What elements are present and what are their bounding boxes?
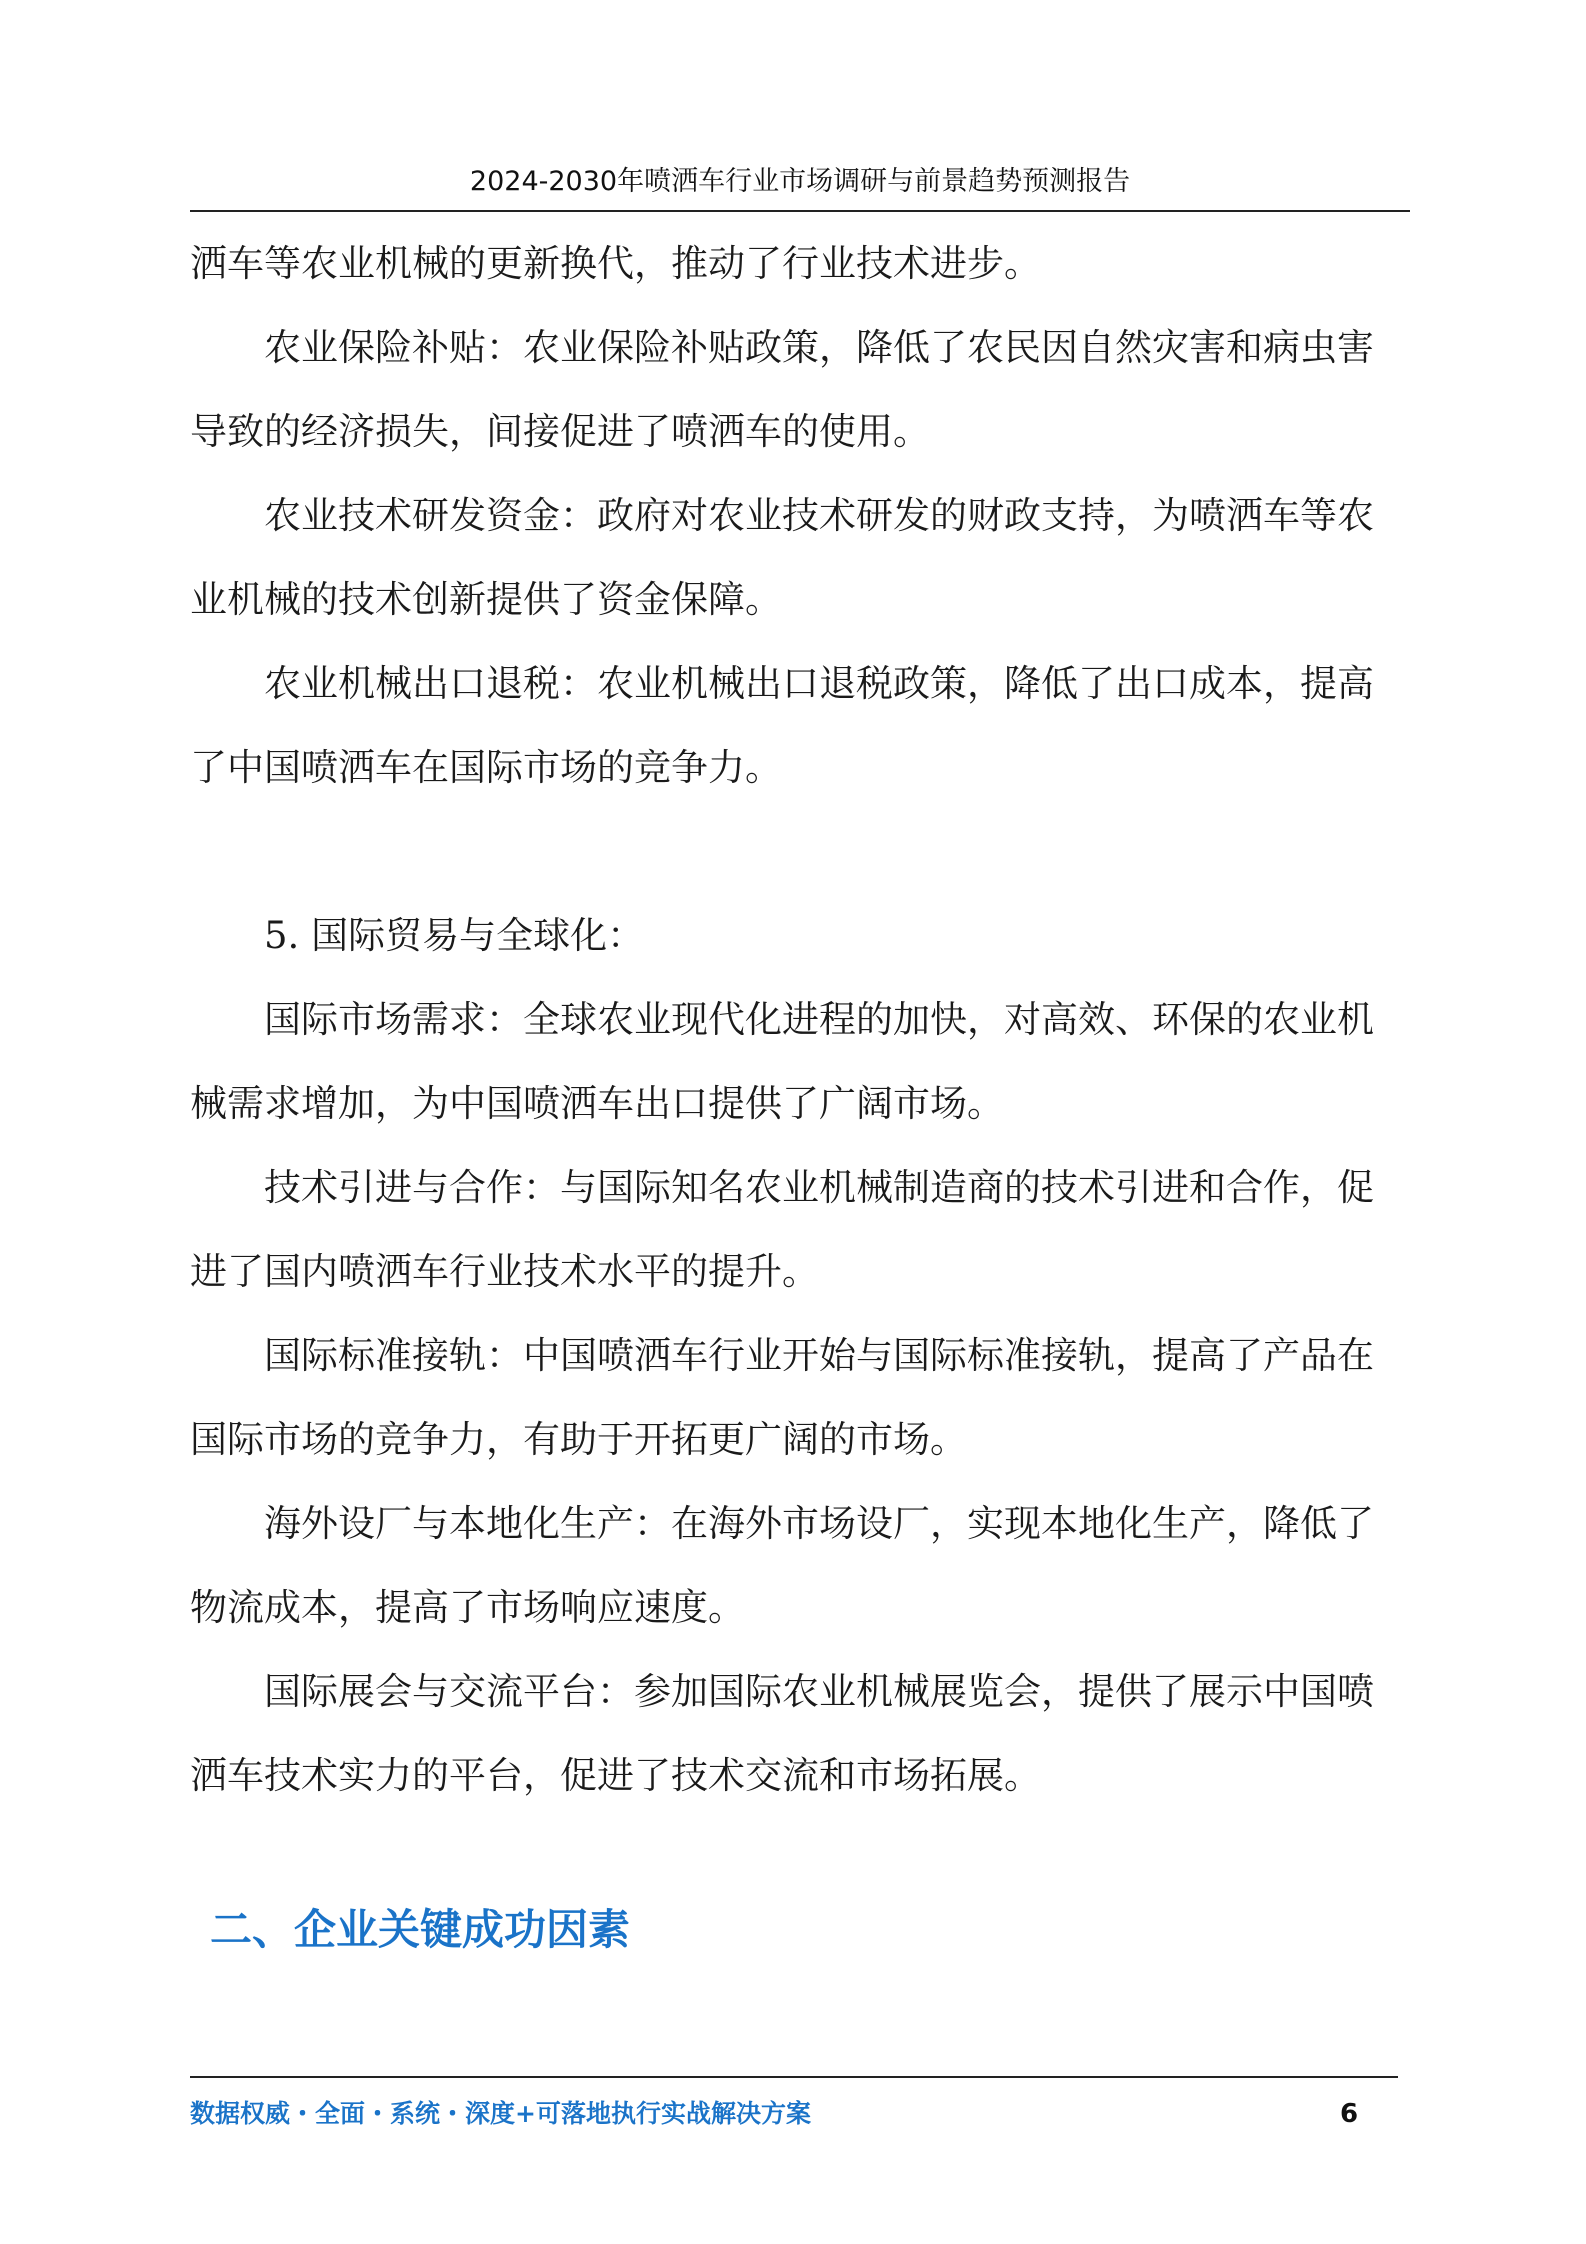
paragraph-insurance-subsidy: 农业保险补贴：农业保险补贴政策，降低了农民因自然灾害和病虫害导致的经济损失，间接促进了喷洒车的使用。 bbox=[190, 326, 1374, 453]
paragraph-export-tax-rebate: 农业机械出口退税：农业机械出口退税政策，降低了出口成本，提高了中国喷洒车在国际市场的竞争力。 bbox=[190, 662, 1374, 789]
subsection-title: 5. 国际贸易与全球化： bbox=[264, 914, 645, 957]
report-body bbox=[190, 222, 1380, 1818]
page-number: 6 bbox=[1340, 2099, 1359, 2129]
paragraph-international-demand: 国际市场需求：全球农业现代化进程的加快，对高效、环保的农业机械需求增加，为中国喷洒车出口提供了广阔市场。 bbox=[190, 998, 1374, 1125]
paragraph-international-standards: 国际标准接轨：中国喷洒车行业开始与国际标准接轨，提高了产品在国际市场的竞争力，有助于开拓更广阔的市场。 bbox=[190, 1334, 1374, 1461]
paragraph-continuation: 洒车等农业机械的更新换代，推动了行业技术进步。 bbox=[190, 242, 1041, 285]
paragraph-technology-cooperation: 技术引进与合作：与国际知名农业机械制造商的技术引进和合作，促进了国内喷洒车行业技术水平的提升。 bbox=[190, 1166, 1374, 1293]
paragraph-gap bbox=[190, 810, 1380, 894]
paragraph-overseas-production: 海外设厂与本地化生产：在海外市场设厂，实现本地化生产，降低了物流成本，提高了市场响应速度。 bbox=[190, 1502, 1374, 1629]
report-header-title: 2024-2030年喷洒车行业市场调研与前景趋势预测报告 bbox=[469, 166, 1131, 197]
section-heading: 二、企业关键成功因素 bbox=[210, 1905, 631, 1954]
header-divider bbox=[190, 210, 1410, 212]
paragraph-exhibitions: 国际展会与交流平台：参加国际农业机械展览会，提供了展示中国喷洒车技术实力的平台，促进了技术交流和市场拓展。 bbox=[190, 1670, 1374, 1797]
footer-divider bbox=[190, 2076, 1398, 2078]
paragraph-rd-funding: 农业技术研发资金：政府对农业技术研发的财政支持，为喷洒车等农业机械的技术创新提供了资金保障。 bbox=[190, 494, 1374, 621]
footer-slogan: 数据权威・全面・系统・深度+可落地执行实战解决方案 bbox=[190, 2099, 811, 2128]
